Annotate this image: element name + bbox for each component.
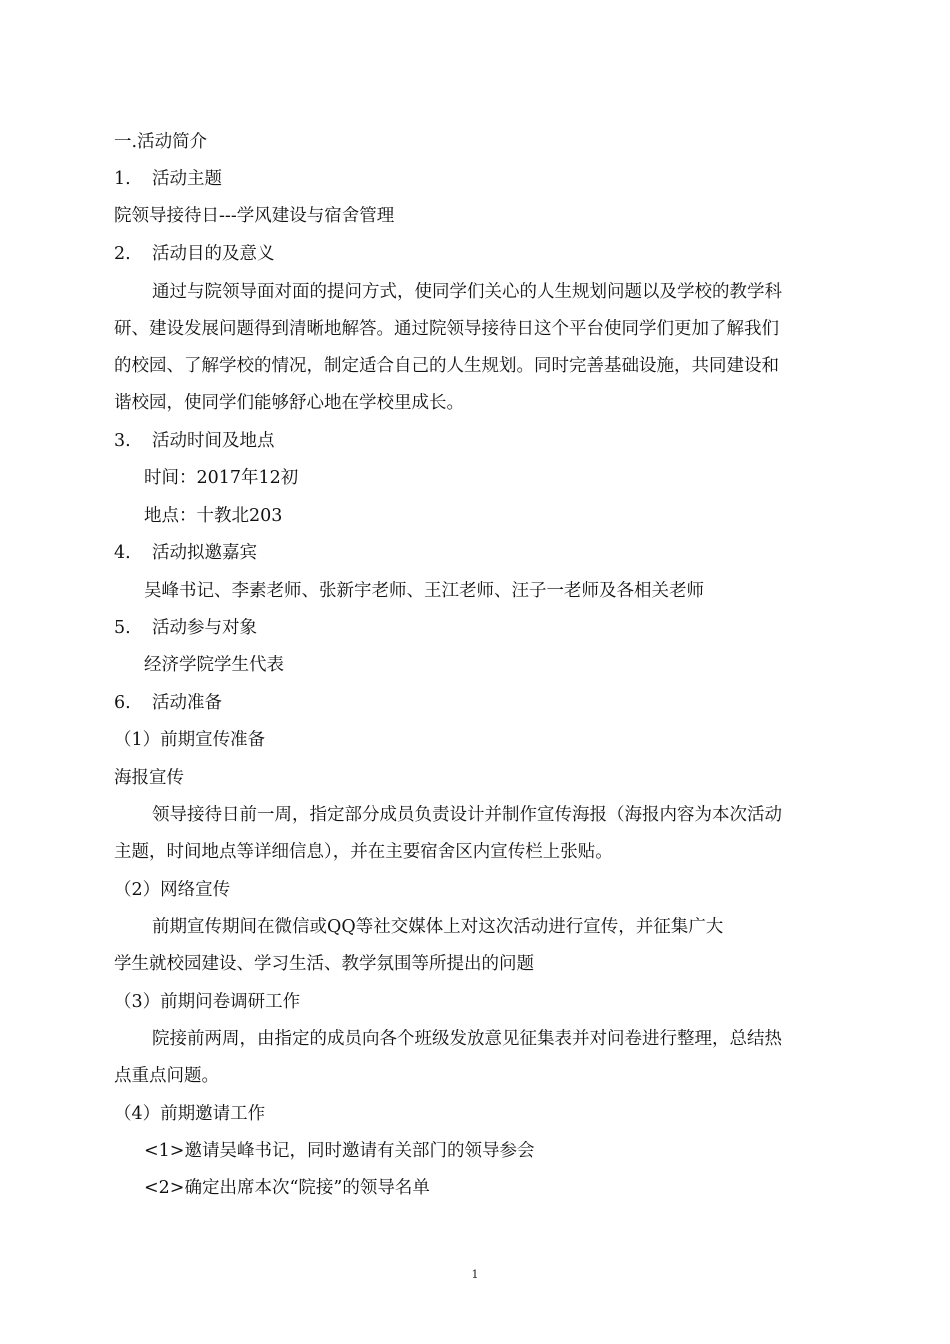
- subsection-4-title: （4）前期邀请工作: [114, 1104, 266, 1124]
- survey-paragraph-line-1: 院接前两周，由指定的成员向各个班级发放意见征集表并对问卷进行整理，总结热: [152, 1029, 782, 1049]
- subsection-3-title: （3）前期问卷调研工作: [114, 992, 301, 1012]
- subsection-2-title: （2）网络宣传: [114, 880, 231, 900]
- page-number: 1: [471, 1268, 479, 1281]
- invite-item-2: <2>确定出席本次“院接”的领导名单: [144, 1178, 430, 1198]
- section-2-label: 活动目的及意义: [152, 244, 275, 264]
- section-3-title: [114, 430, 275, 452]
- section-6-label: 活动准备: [152, 693, 222, 713]
- section-5-label: 活动参与对象: [152, 618, 257, 638]
- section-1-body: 院领导接待日---学风建设与宿舍管理: [114, 206, 395, 226]
- invite-item-1: <1>邀请吴峰书记，同时邀请有关部门的领导参会: [144, 1141, 535, 1161]
- section-3-place: 地点：十教北203: [144, 506, 283, 526]
- section-5-title: [114, 617, 257, 639]
- section-6-number: 6.: [114, 693, 131, 713]
- section-3-label: 活动时间及地点: [152, 431, 275, 451]
- section-1-title: [114, 168, 222, 190]
- section-5-number: 5.: [114, 618, 131, 638]
- poster-heading: 海报宣传: [114, 768, 184, 788]
- section-5-body: 经济学院学生代表: [144, 655, 284, 675]
- section-2-paragraph-line-2: 研、建设发展问题得到清晰地解答。通过院领导接待日这个平台使同学们更加了解我们: [114, 319, 779, 339]
- section-heading: 一.活动简介: [114, 132, 208, 152]
- poster-paragraph-line-1: 领导接待日前一周，指定部分成员负责设计并制作宣传海报（海报内容为本次活动: [152, 805, 782, 825]
- section-2-paragraph-line-1: 通过与院领导面对面的提问方式，使同学们关心的人生规划问题以及学校的教学科: [152, 282, 782, 302]
- section-3-number: 3.: [114, 431, 131, 451]
- section-1-number: 1.: [114, 169, 131, 189]
- section-4-number: 4.: [114, 543, 131, 563]
- section-2-paragraph-line-4: 谐校园，使同学们能够舒心地在学校里成长。: [114, 393, 464, 413]
- section-1-label: 活动主题: [152, 169, 222, 189]
- subsection-1-title: （1）前期宣传准备: [114, 730, 266, 750]
- section-6-title: [114, 692, 222, 714]
- section-2-paragraph-line-3: 的校园、了解学校的情况，制定适合自己的人生规划。同时完善基础设施，共同建设和: [114, 356, 779, 376]
- poster-paragraph-line-2: 主题，时间地点等详细信息），并在主要宿舍区内宣传栏上张贴。: [114, 842, 613, 862]
- section-4-body: 吴峰书记、李素老师、张新宇老师、王江老师、汪子一老师及各相关老师: [144, 581, 704, 601]
- section-2-number: 2.: [114, 244, 131, 264]
- section-2-title: [114, 243, 275, 265]
- network-paragraph-line-1: 前期宣传期间在微信或QQ等社交媒体上对这次活动进行宣传，并征集广大: [152, 917, 724, 937]
- survey-paragraph-line-2: 点重点问题。: [114, 1066, 219, 1086]
- section-3-time: 时间：2017年12初: [144, 468, 299, 488]
- network-paragraph-line-2: 学生就校园建设、学习生活、教学氛围等所提出的问题: [114, 954, 534, 974]
- section-4-title: [114, 542, 257, 564]
- section-4-label: 活动拟邀嘉宾: [152, 543, 257, 563]
